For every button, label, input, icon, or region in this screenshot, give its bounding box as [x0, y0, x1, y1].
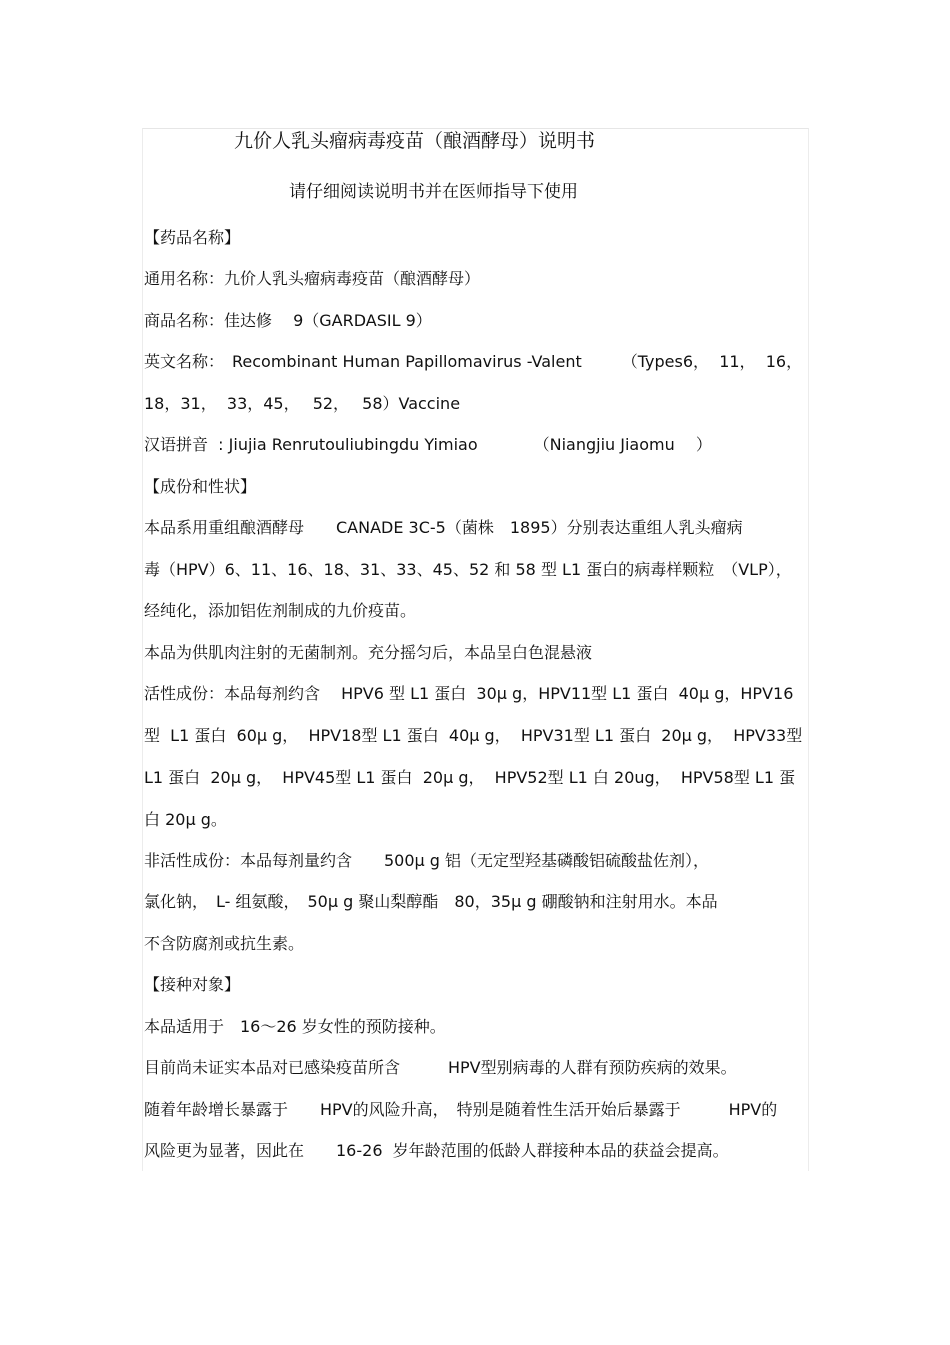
active-ingredients-line-3: L1 蛋白 20μ g， HPV45型 L1 蛋白 20μ g， HPV52型 L1 白 20ug， HPV58型 L1 蛋 [144, 768, 796, 787]
inactive-ingredients-line-1: 非活性成份：本品每剂量约含 500μ g 铝（无定型羟基磷酸铝硫酸盐佐剂）， [144, 851, 710, 870]
target-line-3: 随着年龄增长暴露于 HPV的风险升高， 特别是随着性生活开始后暴露于 HPV的 [144, 1100, 778, 1119]
target-line-1: 本品适用于 16～26 岁女性的预防接种。 [144, 1017, 446, 1036]
document-subtitle: 请仔细阅读说明书并在医师指导下使用 [289, 182, 578, 202]
section-heading-target: 【接种对象】 [144, 975, 241, 994]
composition-line-2: 毒（HPV）6、11、16、18、31、33、45、52 和 58 型 L1 蛋白的病毒样颗粒 （VLP）， [144, 560, 792, 579]
document-title: 九价人乳头瘤病毒疫苗（酿酒酵母）说明书 [234, 130, 596, 152]
appearance: 本品为供肌肉注射的无菌制剂。充分摇匀后，本品呈白色混悬液 [144, 643, 593, 662]
pinyin-name: 汉语拼音 : Jiujia Renrutouliubingdu Yimiao （Niangjiu Jiaomu ） [144, 435, 712, 454]
composition-line-3: 经纯化，添加铝佐剂制成的九价疫苗。 [144, 601, 417, 620]
inactive-ingredients-line-2: 氯化钠， L- 组氨酸， 50μ g 聚山梨醇酯 80，35μ g 硼酸钠和注射用水。本品 [144, 892, 718, 911]
inactive-ingredients-line-3: 不含防腐剂或抗生素。 [144, 934, 305, 953]
english-name-line-2: 18，31， 33，45， 52， 58）Vaccine [144, 394, 461, 413]
trade-name: 商品名称：佳达修 9（GARDASIL 9） [144, 311, 432, 330]
generic-name: 通用名称：九价人乳头瘤病毒疫苗（酿酒酵母） [144, 269, 481, 288]
active-ingredients-line-2: 型 L1 蛋白 60μ g， HPV18型 L1 蛋白 40μ g， HPV31型 L1 蛋白 20μ g， HPV33型 [144, 726, 803, 745]
section-heading-drug-name: 【药品名称】 [144, 228, 241, 247]
english-name-line-1: 英文名称： Recombinant Human Papillomavirus -Valent （Types6， 11， 16， [144, 352, 803, 371]
section-heading-composition: 【成份和性状】 [144, 477, 257, 496]
composition-line-1: 本品系用重组酿酒酵母 CANADE 3C-5（菌株 1895）分别表达重组人乳头瘤病 [144, 518, 743, 537]
active-ingredients-line-1: 活性成份：本品每剂约含 HPV6 型 L1 蛋白 30μ g，HPV11型 L1 蛋白 40μ g，HPV16 [144, 684, 794, 703]
target-line-2: 目前尚未证实本品对已感染疫苗所含 HPV型别病毒的人群有预防疾病的效果。 [144, 1058, 737, 1077]
active-ingredients-line-4: 白 20μ g。 [144, 810, 227, 829]
target-line-4: 风险更为显著，因此在 16-26 岁年龄范围的低龄人群接种本品的获益会提高。 [144, 1141, 729, 1160]
